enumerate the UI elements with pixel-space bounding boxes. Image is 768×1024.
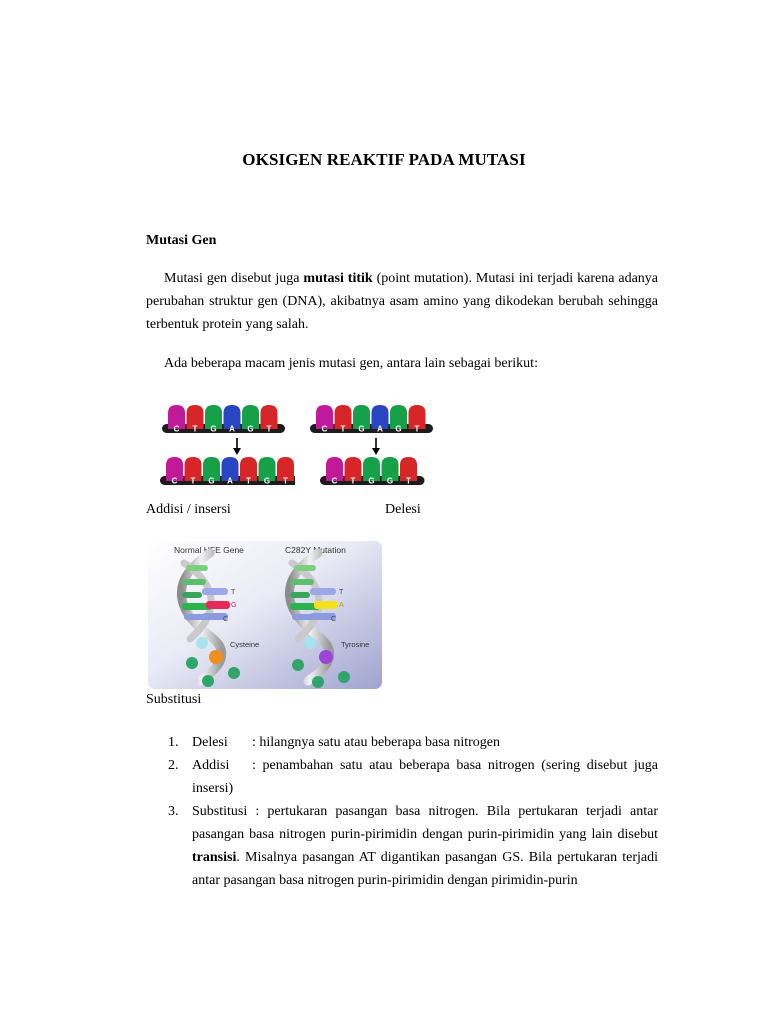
list-number: 2. <box>168 758 179 773</box>
list-bold-term: transisi <box>192 850 237 865</box>
dna-base-letter: T <box>414 424 420 434</box>
cysteine-label: Cysteine <box>230 640 260 649</box>
dna-base-letter: G <box>358 424 365 434</box>
normal-base-label-2: G <box>231 602 237 609</box>
mutation-arrow-head <box>233 448 241 455</box>
dna-base-letter: T <box>190 476 196 486</box>
list-item <box>146 800 658 892</box>
normal-base-label-3: C <box>223 616 229 623</box>
intro-paragraph <box>146 267 658 336</box>
dna-base-letter: C <box>321 424 328 434</box>
dna-base-letter: A <box>377 424 383 434</box>
list-definition: : penambahan satu atau beberapa basa nitrogen (sering disebut juga insersi) <box>192 758 658 796</box>
tyrosine-molecule <box>319 650 333 664</box>
dna-base-letter: C <box>171 476 178 486</box>
mutated-base-label-1: T <box>339 589 344 596</box>
dna-base-letter: G <box>210 424 217 434</box>
dna-base-letter: C <box>331 476 338 486</box>
deletion-caption: Delesi <box>385 502 421 517</box>
dna-base-letter: G <box>395 424 402 434</box>
dna-base-letter: G <box>368 476 375 486</box>
list-definition: : pertukaran pasangan basa nitrogen. Bila pertukaran terjadi antar pasangan basa nitrogen purin-pirimidin dengan purin-pirimidin yang lain disebut <box>192 804 658 842</box>
addition-caption: Addisi / insersi <box>146 502 231 517</box>
dna-base-letter: T <box>266 424 272 434</box>
normal-base-label-1: T <box>231 589 236 596</box>
intro-bold-term: mutasi titik <box>303 271 373 286</box>
cysteine-molecule <box>209 650 223 664</box>
intro-text-end: (point mutation). Mutasi ini terjadi karena adanya perubahan struktur gen (DNA), akibatnya asam amino yang dikodekan berubah sehingga terbentuk protein yang salah. <box>146 271 658 332</box>
mutation-arrow-head <box>372 448 380 455</box>
normal-gene-label: Normal HFE Gene <box>174 545 244 555</box>
mutated-base-label-3: C <box>331 616 337 623</box>
deletion-mutation-figure <box>308 400 433 495</box>
normal-base-t <box>202 588 228 595</box>
dna-base-letter: A <box>229 424 235 434</box>
dna-base-letter: T <box>192 424 198 434</box>
dna-base-letter: T <box>340 424 346 434</box>
mutated-base-label-2: A <box>339 602 344 609</box>
list-item <box>146 754 658 800</box>
list-term: Addisi <box>192 758 230 773</box>
dna-base-letter: T <box>406 476 411 486</box>
dna-base-letter: A <box>227 476 233 486</box>
substitution-mutation-figure <box>148 541 382 689</box>
dna-base-letter: T <box>350 476 356 486</box>
dna-base-letter: G <box>247 424 254 434</box>
list-number: 1. <box>168 735 179 750</box>
mutation-gene-label: C282Y Mutation <box>285 545 346 555</box>
dna-base-letter: C <box>173 424 180 434</box>
list-definition: : hilangnya satu atau beberapa basa nitrogen <box>252 735 501 750</box>
dna-base-letter: G <box>208 476 215 486</box>
list-intro-paragraph: Ada beberapa macam jenis mutasi gen, antara lain sebagai berikut: <box>164 356 538 371</box>
mutated-base-t <box>310 588 336 595</box>
list-term: Substitusi <box>192 804 248 819</box>
page-title: OKSIGEN REAKTIF PADA MUTASI <box>242 150 526 169</box>
tyrosine-label: Tyrosine <box>341 640 370 649</box>
dna-base-letter: G <box>386 476 394 486</box>
list-term: Delesi <box>192 735 228 750</box>
dna-base-letter: T <box>246 476 251 486</box>
mutated-base-a <box>314 601 338 609</box>
substitution-caption: Substitusi <box>146 692 202 707</box>
normal-base-g2 <box>206 601 230 609</box>
intro-text-start: Mutasi gen disebut juga <box>164 271 304 286</box>
mutation-type-list <box>146 731 658 892</box>
list-definition-continued: . Misalnya pasangan AT digantikan pasangan GS. Bila pertukaran terjadi antar pasangan basa nitrogen purin-pirimidin dengan pirimidin-purin <box>192 850 658 888</box>
list-number: 3. <box>168 804 179 819</box>
dna-base-letter: T <box>283 476 288 486</box>
dna-base-letter: G <box>263 476 271 486</box>
section-heading: Mutasi Gen <box>146 233 217 248</box>
addition-mutation-figure <box>160 400 295 495</box>
list-item <box>146 731 658 754</box>
